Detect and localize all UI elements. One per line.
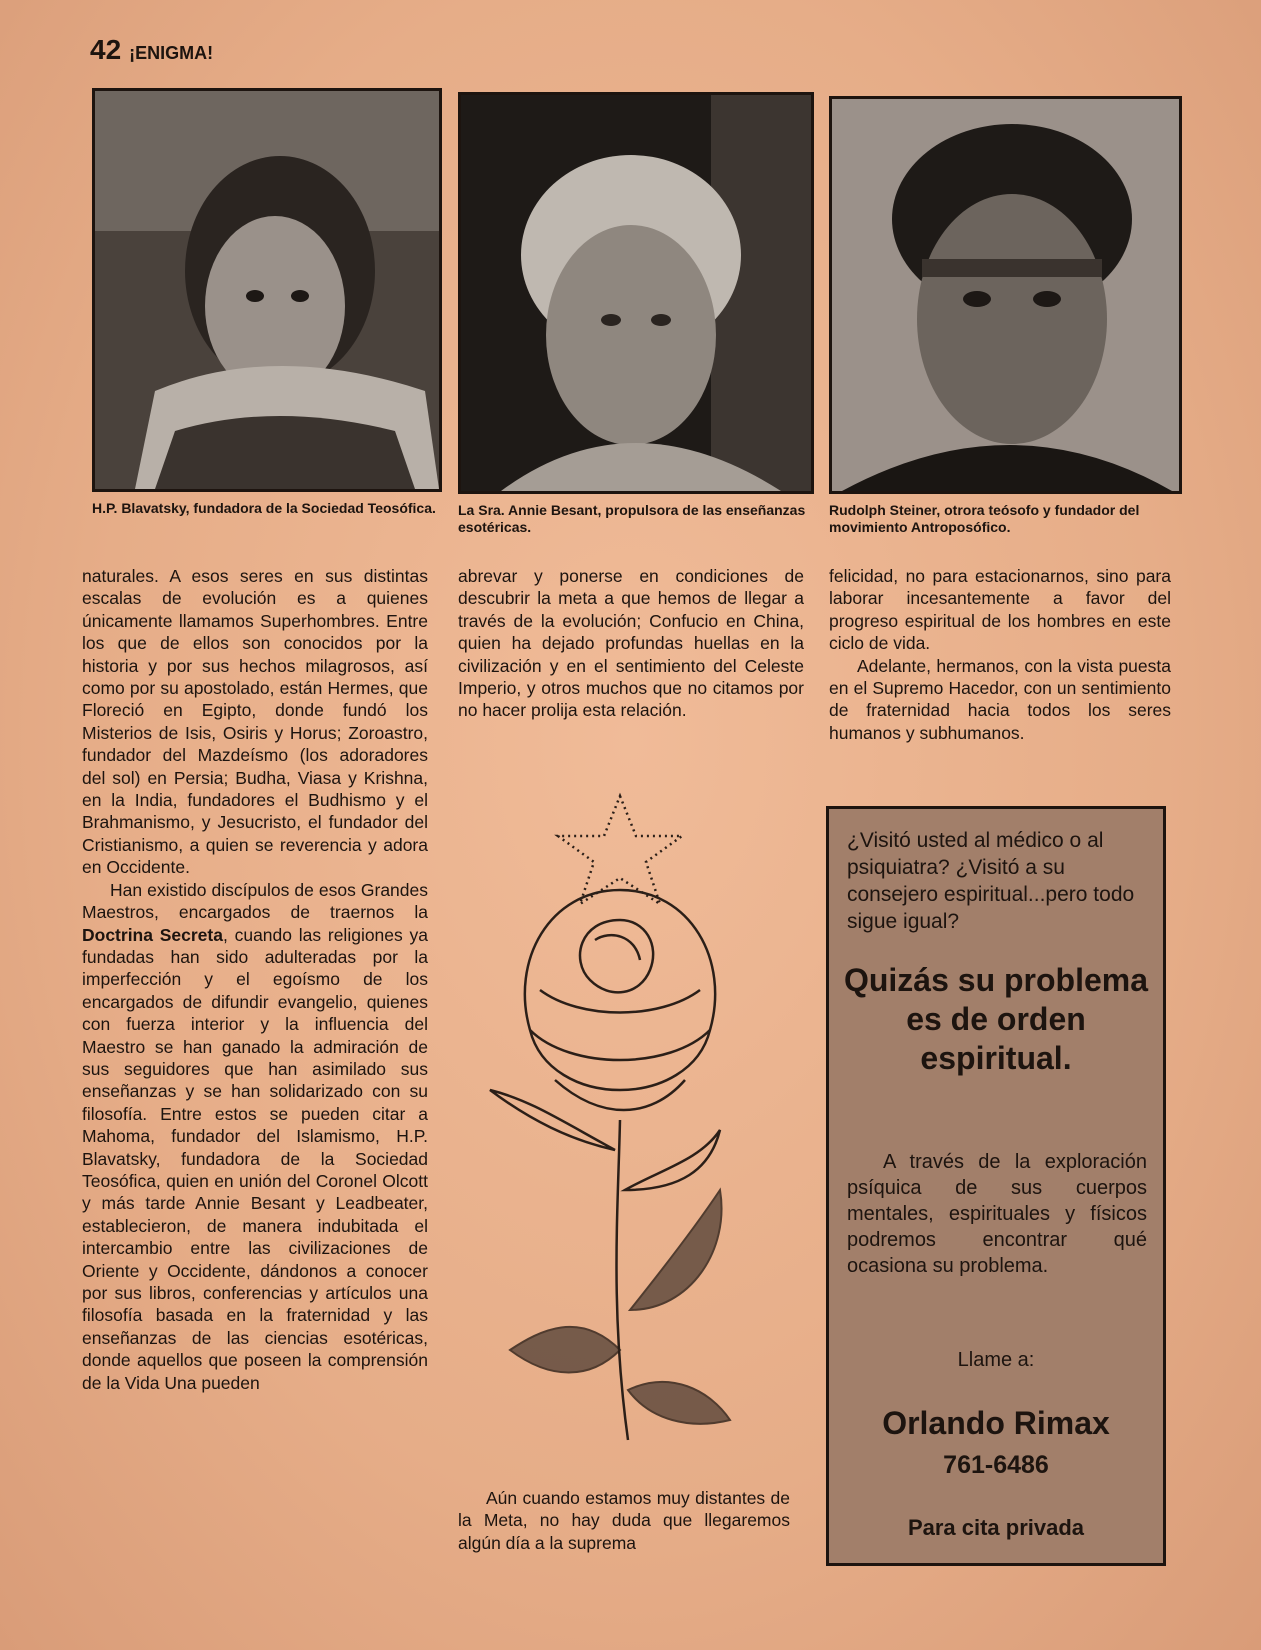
doctrina-secreta-bold: Doctrina Secreta <box>82 924 223 945</box>
ad-phone-number: 761-6486 <box>943 1451 1049 1479</box>
photo-steiner <box>829 96 1182 494</box>
paragraph-2-text-start: Han existido discípulos de esos Grandes Maestros, encargados de traernos la <box>82 879 428 923</box>
page-header <box>90 34 213 66</box>
ad-headline: Quizás su problema es de orden espiritual. <box>843 962 1149 1076</box>
column-3-paragraph-1: felicidad, no para estacionarnos, sino para laborar incesantemente a favor del progreso espiritual de los hombres en este ciclo de vida. <box>829 566 1171 654</box>
caption-besant: La Sra. Annie Besant, propulsora de las enseñanzas esotéricas. <box>458 502 806 535</box>
rose-star-illustration <box>470 790 770 1480</box>
page-number: 42 <box>90 34 122 65</box>
article-column-3 <box>829 565 1171 744</box>
photo-blavatsky <box>92 88 442 492</box>
magazine-name: ¡ENIGMA! <box>129 43 214 63</box>
dotted-star-icon <box>558 796 682 904</box>
advertisement-box <box>826 806 1166 1566</box>
column-1-paragraph-1: naturales. A esos seres en sus distintas escalas de evolución es a quienes únicamente llamamos Superhombres. Entre los que de ellos son conocidos por la historia y por sus hechos milagrosos, así como por su apostolado, están Hermes, que Floreció en Egipto, donde fundó los Misterios de Isis, Osiris y Horus; Zoroastro, fundador del Mazdeísmo (los adoradores del sol) en Persia; Budha, Viasa y Krishna, en la India, fundadores el Budhismo y el Brahmanismo, y Jesucristo, el fundador del Cristianismo, a quien se reverencia y adora en Occidente. <box>82 566 428 878</box>
column-2-paragraph-1: abrevar y ponerse en condiciones de descubrir la meta a que hemos de llegar a través de la evolución; Confucio en China, quien ha dejado profundas huellas en la civilización y en el sentimiento del Celeste Imperio, y otros muchos que no citamos por no hacer prolija esta relación. <box>458 566 804 721</box>
article-column-2-bottom <box>458 1487 790 1554</box>
article-column-1 <box>82 565 428 1394</box>
ad-call-label: Llame a: <box>957 1349 1035 1371</box>
article-column-2 <box>458 565 804 722</box>
photo-besant <box>458 92 814 494</box>
ad-appointment-note: Para cita privada <box>907 1515 1085 1540</box>
column-2-paragraph-2: Aún cuando estamos muy distantes de la Meta, no hay duda que llegaremos algún día a la suprema <box>458 1488 790 1553</box>
caption-blavatsky: H.P. Blavatsky, fundadora de la Sociedad Teosófica. <box>92 500 436 516</box>
ad-intro-question: ¿Visitó usted al médico o al psiquiatra? ¿Visitó a su consejero espiritual...pero todo sigue igual? <box>847 829 1135 933</box>
column-3-paragraph-2: Adelante, hermanos, con la vista puesta en el Supremo Hacedor, con un sentimiento de fraternidad hacia todos los seres humanos y subhumanos. <box>829 655 1171 743</box>
ad-body-text: A través de la exploración psíquica de sus cuerpos mentales, espirituales y físicos podremos encontrar qué ocasiona su problema. <box>847 1151 1147 1277</box>
ad-contact-name: Orlando Rimax <box>882 1405 1110 1441</box>
paragraph-2-text-end: , cuando las religiones ya fundadas han sido adulteradas por la imperfección y el egoísmo de los encargados de difundir evangelio, quienes con fuerza interior y la influencia del Maestro se han ganado la admiración de sus seguidores que han asimilado sus enseñanzas y se han solidarizado con su filosofía. Entre estos se pueden citar a Mahoma, fundador del Islamismo, H.P. Blavatsky, fundadora de la Sociedad Teosófica, quien en unión del Coronel Olcott y más tarde Annie Besant y Leadbeater, establecieron, de manera indubitada el intercambio entre las civilizaciones de Oriente y Occidente, dándonos a conocer por sus libros, conferencias y artículos una filosofía basada en la fraternidad y las enseñanzas de las ciencias esotéricas, donde aquellos que poseen la comprensión de la Vida Una pueden <box>82 924 429 1393</box>
caption-steiner: Rudolph Steiner, otrora teósofo y fundador del movimiento Antroposófico. <box>829 502 1140 535</box>
rose-leaves-icon <box>510 1190 730 1424</box>
column-1-paragraph-2 <box>82 879 428 1394</box>
